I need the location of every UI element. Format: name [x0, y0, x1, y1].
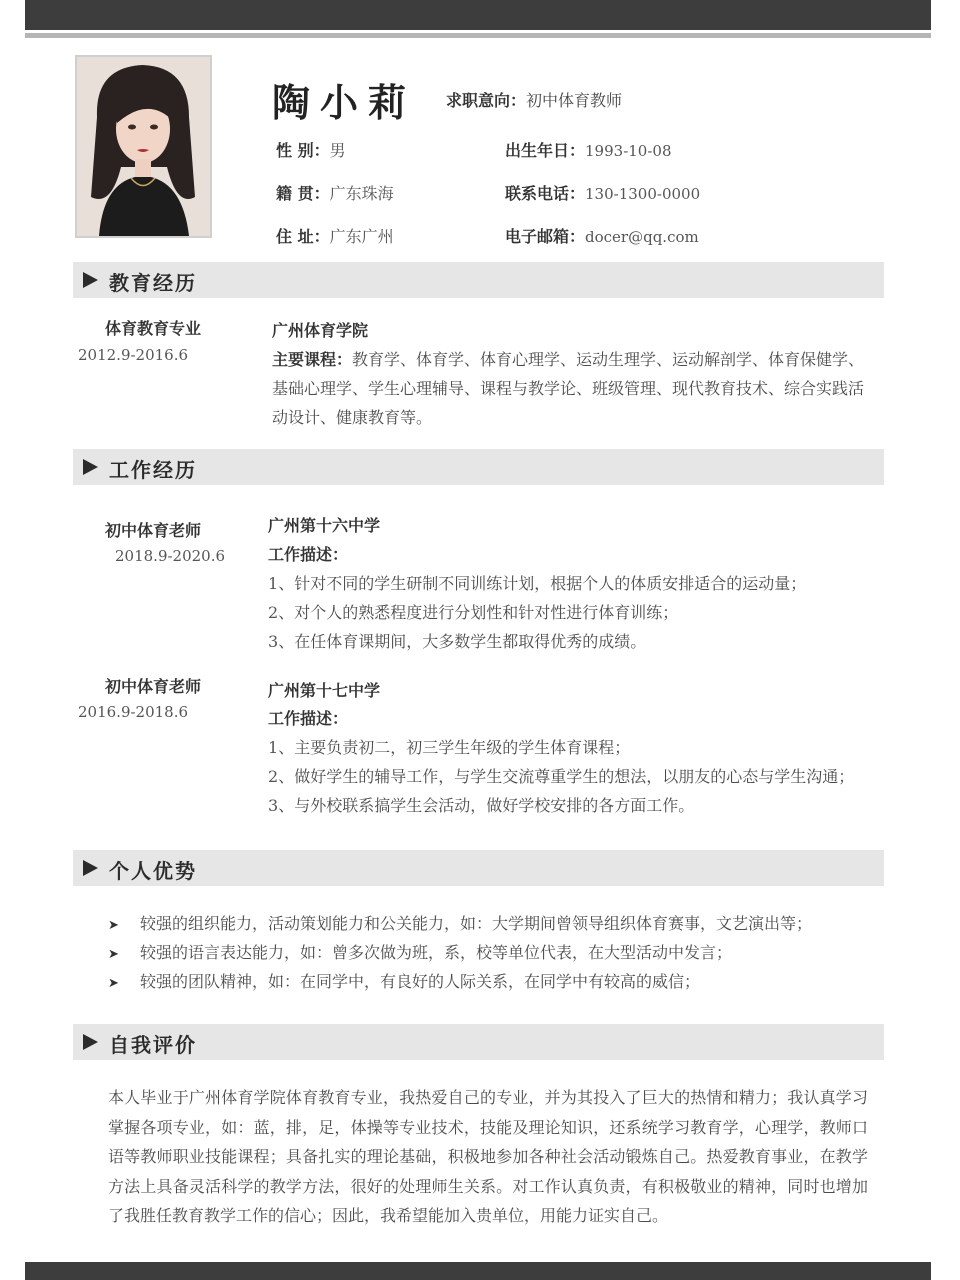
section-work: [73, 449, 884, 485]
section-strengths: [73, 850, 884, 886]
line-text: 、在任体育课期间，大多数学生都取得优秀的成绩。: [278, 632, 647, 651]
info-email-label: 电子邮箱：: [505, 227, 586, 246]
education-courses-label: 主要课程：: [272, 350, 353, 369]
info-email: [505, 224, 699, 247]
work-desc-line: [268, 793, 694, 816]
job-intent-value: 初中体育教师: [526, 91, 623, 110]
triangle-icon: [83, 459, 98, 475]
line-number: 1: [268, 574, 279, 593]
triangle-icon: [83, 1034, 98, 1050]
info-birth-value: 1993-10-08: [585, 142, 672, 160]
education-major: 体育教育专业: [105, 319, 202, 338]
section-strengths-title: 个人优势: [109, 859, 197, 883]
line-number: 3: [268, 796, 279, 815]
line-number: 1: [268, 738, 279, 757]
section-self-eval-title: 自我评价: [109, 1033, 197, 1057]
header-line: [25, 33, 931, 38]
chevron-right-icon: ➤: [108, 918, 119, 933]
line-text: 、主要负责初二，初三学生年级的学生体育课程；: [278, 738, 631, 757]
chevron-right-icon: ➤: [108, 947, 119, 962]
line-text: 、与外校联系搞学生会活动，做好学校安排的各方面工作。: [278, 796, 695, 815]
info-address: [276, 224, 394, 247]
section-work-title: 工作经历: [109, 458, 197, 482]
profile-photo: [75, 55, 212, 238]
strength-item: [108, 969, 700, 992]
info-origin-value: 广东珠海: [329, 184, 394, 203]
work-org: 广州第十七中学: [268, 681, 381, 700]
info-origin-label: 籍 贯：: [276, 184, 330, 203]
education-school: 广州体育学院: [272, 321, 369, 340]
triangle-icon: [83, 860, 98, 876]
work-org: 广州第十六中学: [268, 516, 381, 535]
education-courses-text: 教育学、体育学、体育心理学、运动生理学、运动解剖学、体育保健学、基础心理学、学生心理辅导、课程与教学论、班级管理、现代教育技术、综合实践活动设计、健康教育等。: [272, 350, 865, 427]
work-desc-line: [268, 764, 854, 787]
work-desc-label: 工作描述：: [268, 709, 349, 728]
job-intent-label: 求职意向：: [446, 91, 527, 110]
line-number: 2: [268, 767, 279, 786]
work-desc-label: 工作描述：: [268, 545, 349, 564]
line-number: 3: [268, 632, 279, 651]
chevron-right-icon: ➤: [108, 976, 119, 991]
line-text: 、针对不同的学生研制不同训练计划，根据个人的体质安排适合的运动量；: [278, 574, 807, 593]
info-birth: [505, 138, 672, 161]
line-text: 、做好学生的辅导工作，与学生交流尊重学生的想法，以朋友的心态与学生沟通；: [278, 767, 855, 786]
triangle-icon: [83, 272, 98, 288]
work-desc-line: [268, 600, 678, 623]
info-gender-label: 性 别：: [276, 141, 330, 160]
work-period: 2018.9-2020.6: [115, 547, 226, 565]
info-phone-label: 联系电话：: [505, 184, 586, 203]
candidate-name: 陶小莉: [272, 81, 417, 125]
work-role: 初中体育老师: [105, 521, 202, 540]
info-address-value: 广东广州: [329, 227, 394, 246]
strength-item: [108, 940, 732, 963]
section-self-eval: [73, 1024, 884, 1060]
work-period: 2016.9-2018.6: [78, 703, 189, 721]
info-origin: [276, 181, 394, 204]
info-phone-value: 130-1300-0000: [585, 185, 701, 203]
info-address-label: 住 址：: [276, 227, 330, 246]
education-period: 2012.9-2016.6: [78, 346, 189, 364]
self-eval-text: 本人毕业于广州体育学院体育教育专业，我热爱自己的专业，并为其投入了巨大的热情和精力；我认真学习掌握各项专业，如：蓝，排，足，体操等专业技术，技能及理论知识，还系统学习教育学，心理学，教师口语等教师职业技能课程；具备扎实的理论基础，积极地参加各种社会活动锻炼自己。热爱教育事业，在教学方法上具备灵活科学的教学方法，很好的处理师生关系。对工作认真负责，有积极敬业的精神，同时也增加了我胜任教育教学工作的信心；因此，我希望能加入贵单位，用能力证实自己。: [108, 1088, 868, 1225]
info-email-value: docer@qq.com: [585, 228, 699, 246]
strength-text: 较强的语言表达能力，如：曾多次做为班，系，校等单位代表，在大型活动中发言；: [140, 943, 733, 962]
info-gender-value: 男: [329, 141, 346, 160]
work-desc-line: [268, 735, 630, 758]
info-phone: [505, 181, 700, 204]
info-birth-label: 出生年日：: [505, 141, 586, 160]
line-text: 、对个人的熟悉程度进行分划性和针对性进行体育训练；: [278, 603, 679, 622]
section-education: [73, 262, 884, 298]
education-courses: [272, 345, 872, 432]
work-role: 初中体育老师: [105, 677, 202, 696]
line-number: 2: [268, 603, 279, 622]
work-desc-line: [268, 629, 646, 652]
header-bar: [25, 0, 931, 30]
strength-item: [108, 911, 812, 934]
strength-text: 较强的组织能力，活动策划能力和公关能力，如：大学期间曾领导组织体育赛事，文艺演出等；: [140, 914, 813, 933]
job-intent: [446, 88, 622, 111]
footer-bar: [25, 1262, 931, 1280]
info-gender: [276, 138, 346, 161]
strength-text: 较强的团队精神，如：在同学中，有良好的人际关系，在同学中有较高的威信；: [140, 972, 701, 991]
work-desc-line: [268, 571, 806, 594]
section-education-title: 教育经历: [109, 271, 197, 295]
